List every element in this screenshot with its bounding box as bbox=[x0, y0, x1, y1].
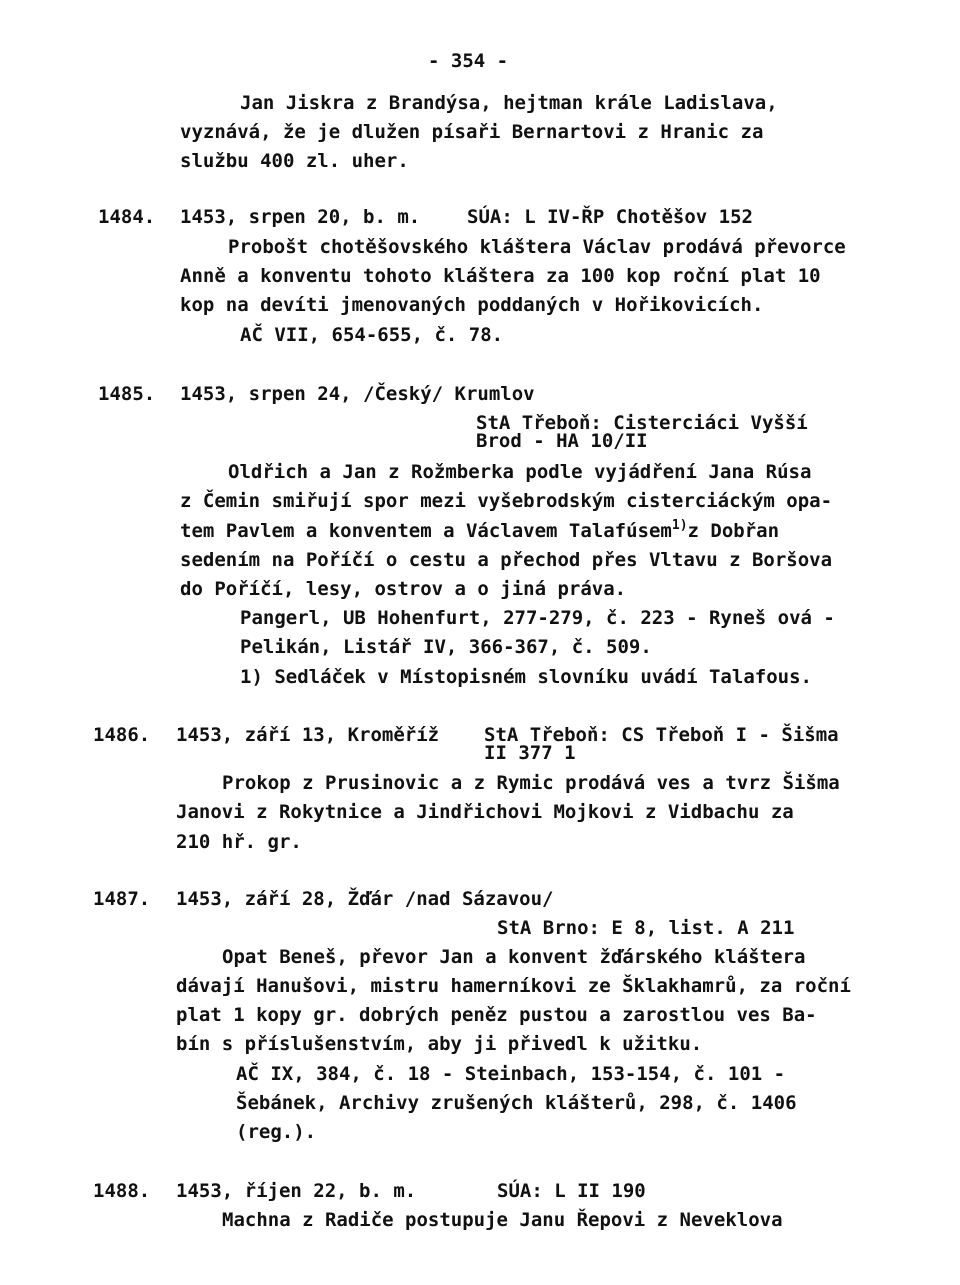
text-line: bín s příslušenstvím, aby ji přivedl k užitku. bbox=[176, 1033, 703, 1055]
footnote-marker: 1) bbox=[671, 518, 688, 533]
entry-date-place: 1453, září 13, Kroměříž bbox=[176, 724, 440, 746]
text-line: Jan Jiskra z Brandýsa, hejtman krále Ladislava, bbox=[240, 92, 778, 114]
entry-number: 1488. bbox=[93, 1180, 151, 1202]
text-segment: z Dobřan bbox=[687, 520, 780, 542]
text-segment: tem Pavlem a konventem a Václavem Talafúsem bbox=[180, 520, 672, 542]
entry-date-place: 1453, září 28, Žďár /nad Sázavou/ bbox=[176, 888, 554, 910]
text-line: službu 400 zl. uher. bbox=[180, 150, 409, 172]
entry-archive: StA Třeboň: Cisterciáci Vyšší bbox=[476, 412, 808, 434]
entry-number: 1487. bbox=[93, 888, 151, 910]
text-line: Machna z Radiče postupuje Janu Řepovi z Neveklova bbox=[222, 1209, 783, 1231]
entry-reference: Šebánek, Archivy zrušených klášterů, 298, č. 1406 bbox=[236, 1092, 797, 1114]
text-line: z Čemin smiřují spor mezi vyšebrodským cisterciáckým opa- bbox=[180, 490, 833, 512]
entry-reference: AČ IX, 384, č. 18 - Steinbach, 153-154, č. 101 - bbox=[236, 1063, 786, 1085]
entry-archive: StA Třeboň: CS Třeboň I - Šišma bbox=[484, 724, 839, 746]
entry-archive: StA Brno: E 8, list. A 211 bbox=[497, 917, 795, 939]
text-line: Probošt chotěšovského kláštera Václav prodává převorce bbox=[228, 236, 846, 258]
entry-date-place: 1453, říjen 22, b. m. bbox=[176, 1180, 417, 1202]
entry-reference: (reg.). bbox=[236, 1121, 317, 1143]
text-line: Opat Beneš, převor Jan a konvent žďárského kláštera bbox=[222, 946, 806, 968]
text-line bbox=[180, 520, 779, 542]
page-number: - 354 - bbox=[428, 50, 509, 72]
text-line: do Poříčí, lesy, ostrov a o jiná práva. bbox=[180, 578, 627, 600]
entry-reference: Pelikán, Listář IV, 366-367, č. 509. bbox=[240, 636, 652, 658]
text-line: 210 hř. gr. bbox=[176, 831, 302, 853]
text-line: sedením na Poříčí o cestu a přechod přes Vltavu z Boršova bbox=[180, 549, 833, 571]
entry-archive: Brod - HA 10/II bbox=[476, 430, 648, 452]
entry-reference: Pangerl, UB Hohenfurt, 277-279, č. 223 - Ryneš ová - bbox=[240, 607, 835, 629]
text-line: kop na devíti jmenovaných poddaných v Hořikovicích. bbox=[180, 294, 764, 316]
entry-number: 1486. bbox=[93, 724, 151, 746]
text-line: Anně a konventu tohoto kláštera za 100 kop roční plat 10 bbox=[180, 265, 821, 287]
entry-number: 1484. bbox=[98, 206, 156, 228]
entry-number: 1485. bbox=[98, 383, 156, 405]
text-line: Janovi z Rokytnice a Jindřichovi Mojkovi z Vidbachu za bbox=[176, 801, 794, 823]
footnote: 1) Sedláček v Místopisném slovníku uvádí Talafous. bbox=[240, 666, 812, 688]
text-line: Oldřich a Jan z Rožmberka podle vyjádření Jana Rúsa bbox=[228, 461, 812, 483]
entry-archive: SÚA: L II 190 bbox=[497, 1180, 646, 1202]
entry-reference: AČ VII, 654-655, č. 78. bbox=[240, 324, 504, 346]
entry-date-place: 1453, srpen 24, /Český/ Krumlov bbox=[180, 383, 535, 405]
entry-date-place: 1453, srpen 20, b. m. bbox=[180, 206, 421, 228]
text-line: dávají Hanušovi, mistru hamerníkovi ze Šklakhamrů, za roční bbox=[176, 975, 851, 997]
entry-archive: SÚA: L IV-ŘP Chotěšov 152 bbox=[467, 206, 753, 228]
text-line: Prokop z Prusinovic a z Rymic prodává ves a tvrz Šišma bbox=[222, 772, 840, 794]
text-line: plat 1 kopy gr. dobrých peněz pustou a zarostlou ves Ba- bbox=[176, 1004, 817, 1026]
text-line: vyznává, že je dlužen písaři Bernartovi z Hranic za bbox=[180, 121, 764, 143]
entry-archive: II 377 1 bbox=[484, 742, 576, 764]
